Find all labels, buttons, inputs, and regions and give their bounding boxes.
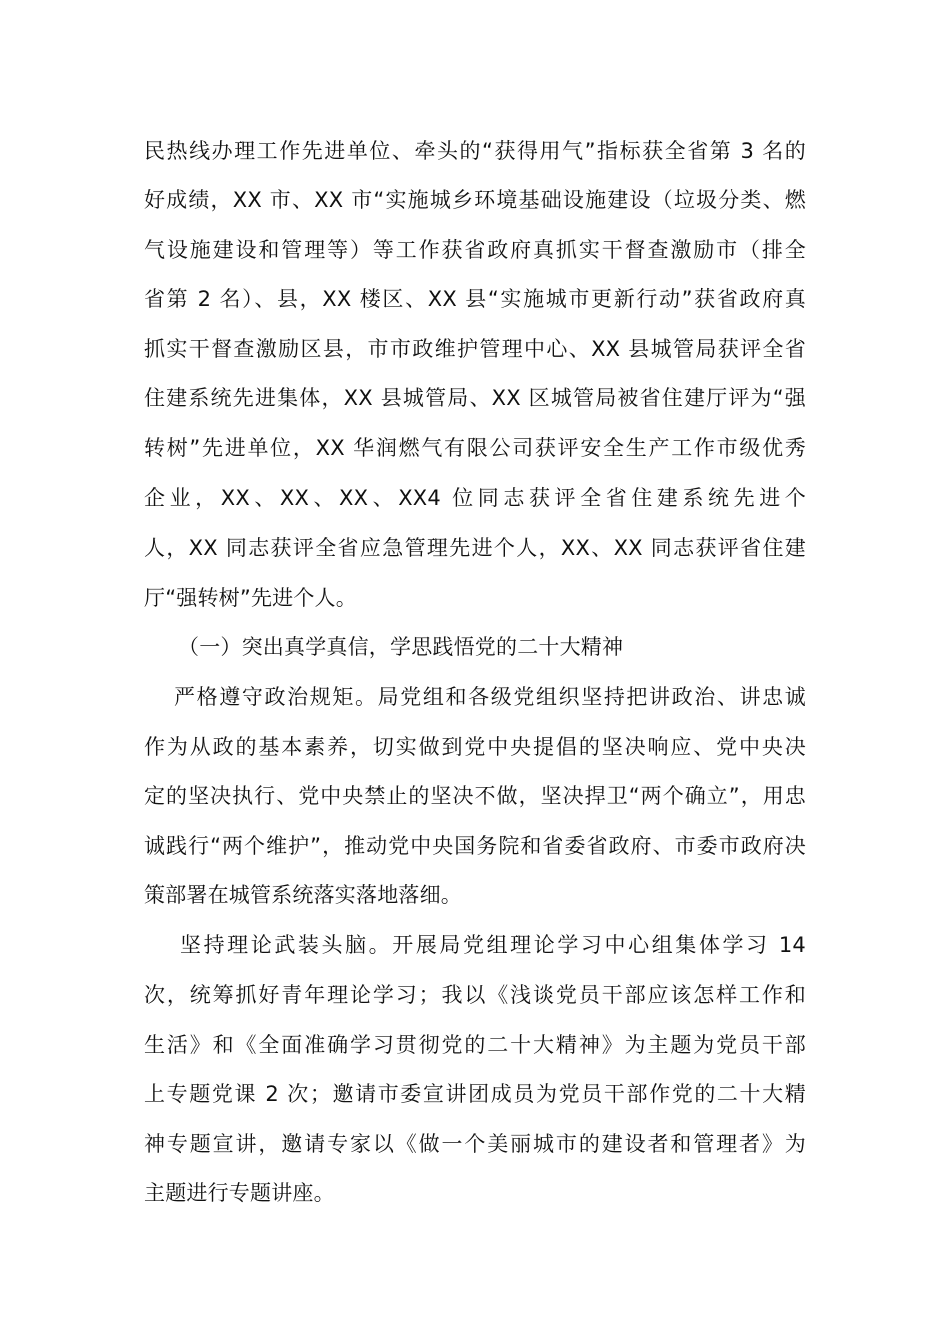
text-line: 厅“强转树”先进个人。: [144, 586, 357, 610]
text-line: 住建系统先进集体，XX 县城管局、XX 区城管局被省住建厅评为“强: [144, 386, 806, 410]
text-line: 神专题宣讲，邀请专家以《做一个美丽城市的建设者和管理者》为: [144, 1132, 806, 1156]
text-line: 定的坚决执行、党中央禁止的坚决不做，坚决捍卫“两个确立”，用忠: [144, 784, 806, 808]
text-line: 主题进行专题讲座。: [144, 1181, 335, 1205]
text-line: 策部署在城管系统落实落地落细。: [144, 883, 462, 907]
text-line: 人，XX 同志获评全省应急管理先进个人，XX、XX 同志获评省住建: [144, 536, 806, 560]
text-line: 作为从政的基本素养，切实做到党中央提倡的坚决响应、党中央决: [144, 735, 806, 759]
text-line: 企业，XX、XX、XX、XX4 位同志获评全省住建系统先进个: [144, 486, 806, 510]
text-line: 转树”先进单位，XX 华润燃气有限公司获评安全生产工作市级优秀: [144, 436, 806, 460]
text-line: 坚持理论武装头脑。开展局党组理论学习中心组集体学习 14: [180, 933, 806, 957]
text-line: 生活》和《全面准确学习贯彻党的二十大精神》为主题为党员干部: [144, 1033, 806, 1057]
text-line: 民热线办理工作先进单位、牵头的“获得用气”指标获全省第 3 名的: [144, 139, 806, 163]
text-line: 严格遵守政治规矩。局党组和各级党组织坚持把讲政治、讲忠诚: [174, 685, 806, 709]
text-line: 诚践行“两个维护”，推动党中央国务院和省委省政府、市委市政府决: [144, 834, 806, 858]
text-line: 省第 2 名）、县，XX 楼区、XX 县“实施城市更新行动”获省政府真: [144, 287, 806, 311]
text-line: 上专题党课 2 次；邀请市委宣讲团成员为党员干部作党的二十大精: [144, 1082, 806, 1106]
section-heading-text: （一）突出真学真信，学思践悟党的二十大精神: [178, 635, 624, 659]
text-line: 气设施建设和管理等）等工作获省政府真抓实干督查激励市（排全: [144, 238, 806, 262]
text-line: 抓实干督查激励区县，市市政维护管理中心、XX 县城管局获评全省: [144, 337, 806, 361]
text-line: 好成绩，XX 市、XX 市“实施城乡环境基础设施建设（垃圾分类、燃: [144, 188, 806, 212]
text-line: 次，统筹抓好青年理论学习；我以《浅谈党员干部应该怎样工作和: [144, 983, 806, 1007]
